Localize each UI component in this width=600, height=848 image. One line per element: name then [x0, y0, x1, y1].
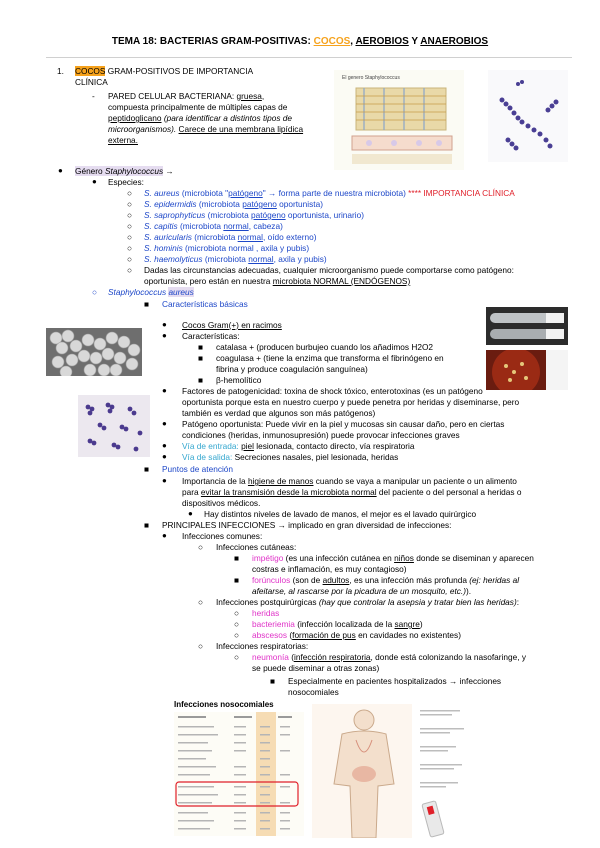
species-item: ○ S. capitis (microbiota normal, cabeza)	[127, 221, 283, 231]
species-bullet: ○	[127, 210, 133, 220]
hemolitico: β-hemolítico	[216, 375, 262, 385]
species-bullet: ○	[127, 232, 133, 242]
nosocomial-table	[174, 712, 304, 836]
aureus-heading: Staphylococcus aureus	[108, 287, 194, 297]
atencion-heading: Puntos de atención	[162, 464, 234, 474]
species-item: ○ S. haemolyticus (microbiota normal, axila y pubis)	[127, 254, 327, 264]
importancia-clinica: **** IMPORTANCIA CLÍNICA	[408, 188, 515, 198]
patogeno-line-2: condiciones (heridas, inmunosupresión) puede provocar infecciones graves	[182, 430, 460, 440]
section-number: 1.	[57, 66, 64, 76]
gram-stain-svg	[78, 395, 150, 457]
species-name: S. haemolyticus	[144, 254, 203, 264]
section-heading: COCOS GRAM-POSITIVOS DE IMPORTANCIA	[75, 66, 254, 76]
species-item: ○ S. hominis (microbiota normal , axila y pubis)	[127, 243, 310, 253]
cell-wall-diagram-svg	[334, 70, 464, 170]
cell-wall-diagram	[334, 70, 464, 170]
forunculos-line-2: afeitarse, al rascarse por la picadura de un mosquito, etc.)).	[252, 586, 472, 596]
blood-agar-image	[486, 350, 568, 390]
coagulasa-line-2: fibrina y produce coagulación sanguínea)	[216, 364, 368, 374]
atencion-line-4: Hay distintos niveles de lavado de manos, el mejor es el lavado quirúrgico	[204, 509, 477, 519]
principales-infecciones: PRINCIPALES INFECCIONES → implicado en gran diversidad de infecciones:	[162, 520, 452, 530]
factores-line-1: Factores de patogenicidad: toxina de shock tóxico, enterotoxinas (es un patógeno	[182, 386, 483, 396]
species-name: S. capitis	[144, 221, 178, 231]
gram-stain-image	[78, 395, 150, 457]
forunculos-line-1: forúnculos (son de adultos, es una infección más profunda (ej: heridas al	[252, 575, 520, 585]
title-divider	[46, 57, 572, 58]
species-name: S. epidermidis	[144, 199, 197, 209]
nosocomial-table-svg	[174, 712, 304, 836]
atencion-line-1: Importancia de la higiene de manos cuando se vaya a manipular un paciente o un alimento	[182, 476, 517, 486]
bullet: ●	[58, 166, 63, 175]
species-item: ○ S. auricularis (microbiota normal, oído externo)	[127, 232, 317, 242]
neumonia-line-1: neumonía (infección respiratoria, donde está colonizando la nasofaringe, y	[252, 652, 526, 662]
cytoplasm	[352, 154, 452, 164]
catalasa: catalasa + (producen burbujeo cuando los añadimos H2O2	[216, 342, 434, 352]
dadas-line-1: Dadas las circunstancias adecuadas, cualquier microorganismo puede comportarse como patógeno:	[144, 265, 514, 275]
atencion-line-3: dispositivos médicos.	[182, 498, 261, 508]
infecciones-comunes: Infecciones comunes:	[182, 531, 263, 541]
atencion-line-2: para evitar la transmisión desde la microbiota normal del paciente o del personal a heridas o	[182, 487, 522, 497]
patogeno-line-1: Patógeno oportunista: Puede vivir en la piel y mucosas sin causar daño, pero en ciertas	[182, 419, 505, 429]
body-diagram	[312, 704, 412, 838]
species-bullet: ○	[127, 188, 133, 198]
peptidoglycan-layer	[356, 88, 446, 130]
species-bullet: ○	[127, 221, 133, 231]
title-cocos: COCOS	[313, 36, 351, 47]
annotations-svg	[418, 706, 476, 838]
pared-line-5: externa.	[108, 135, 138, 145]
figure-title: Infecciones nosocomiales	[174, 700, 274, 709]
tube-image	[486, 307, 568, 345]
body-annotations	[418, 706, 476, 838]
species-bullet: ○	[127, 254, 133, 264]
dadas-line-2: oportunista, pero están en nuestra microbiota NORMAL (ENDÓGENOS)	[144, 276, 411, 286]
species-name: S. aureus	[144, 188, 180, 198]
page-title: TEMA 18: BACTERIAS GRAM-POSITIVAS: COCOS, AEROBIOS Y ANAEROBIOS	[111, 36, 489, 47]
carac-basicas: Características básicas	[162, 299, 248, 309]
hospital-line-2: nosocomiales	[288, 687, 339, 697]
species-item: ○ S. aureus (microbiota "patógeno" → forma parte de nuestra microbiota) **** IMPORTANCIA CLÍNICA	[127, 188, 515, 198]
body-diagram-svg	[312, 704, 412, 838]
pared-line-2: compuesta principalmente de múltiples capas de	[108, 102, 288, 112]
species-item: ○ S. saprophyticus (microbiota patógeno oportunista, urinario)	[127, 210, 365, 220]
pared-line-3: peptidoglicano (para identificar a distintos tipos de	[108, 113, 293, 123]
section-heading-line2: CLÍNICA	[75, 77, 108, 87]
impetigo-line-1: impétigo (es una infección cutánea en niños donde se diseminan y aparecen	[252, 553, 534, 563]
pared-line-4: microorganismos). Carece de una membrana lipídica	[108, 124, 304, 134]
diagram-title: El genero Staphylococcus	[342, 75, 400, 81]
staph-micrograph-top	[488, 70, 568, 162]
species-name: S. saprophyticus	[144, 210, 206, 220]
impetigo-line-2: costras e inflamación, es muy contagioso)	[252, 564, 407, 574]
via-entrada: Vía de entrada: piel lesionada, contacto directo, vía respiratoria	[182, 441, 415, 451]
sem-cocci-svg	[46, 328, 142, 376]
postquirurgicas: Infecciones postquirúrgicas (hay que controlar la asepsia y tratar bien las heridas):	[216, 597, 520, 607]
cocos-gram: Cocos Gram(+) en racimos	[182, 320, 282, 330]
staph-micrograph-top-svg	[488, 70, 568, 162]
factores-line-2: oportunista porque esta en nuestro cuerpo y puede penetra por heridas y diseminarse, pero	[182, 397, 520, 407]
respiratorias: Infecciones respiratorias:	[216, 641, 309, 651]
species-item: ○ S. epidermidis (microbiota patógeno oportunista)	[127, 199, 323, 209]
heridas: heridas	[252, 608, 280, 618]
especies-label: Especies:	[108, 177, 144, 187]
dash-bullet: -	[92, 91, 95, 101]
species-bullet: ○	[127, 243, 133, 253]
infecciones-cutaneas: Infecciones cutáneas:	[216, 542, 297, 552]
bacteriemia: bacteriemia (infección localizada de la sangre)	[252, 619, 423, 629]
coagulasa-line-1: coagulasa + (tiene la enzima que transforma el fibrinógeno en	[216, 353, 444, 363]
sem-cocci-image	[46, 328, 142, 376]
pared-line-1: PARED CELULAR BACTERIANA: gruesa,	[108, 91, 265, 101]
caracteristicas: Características:	[182, 331, 240, 341]
via-salida: Vía de salida: Secreciones nasales, piel lesionada, heridas	[182, 452, 399, 462]
factores-line-3: también es verdad que algunos son más patógenos)	[182, 408, 376, 418]
species-name: S. hominis	[144, 243, 183, 253]
tube-svg	[486, 307, 568, 345]
genero-heading: Género Staphylococcus →	[75, 166, 174, 176]
neumonia-line-2: se puede diseminar a otras zonas)	[252, 663, 380, 673]
blood-agar-svg	[486, 350, 568, 390]
abscesos: abscesos (formación de pus en cavidades no existentes)	[252, 630, 461, 640]
species-bullet: ○	[127, 199, 133, 209]
species-name: S. auricularis	[144, 232, 192, 242]
hospital-line-1: Especialmente en pacientes hospitalizados → infecciones	[288, 676, 502, 686]
nosocomial-figure	[172, 700, 478, 840]
